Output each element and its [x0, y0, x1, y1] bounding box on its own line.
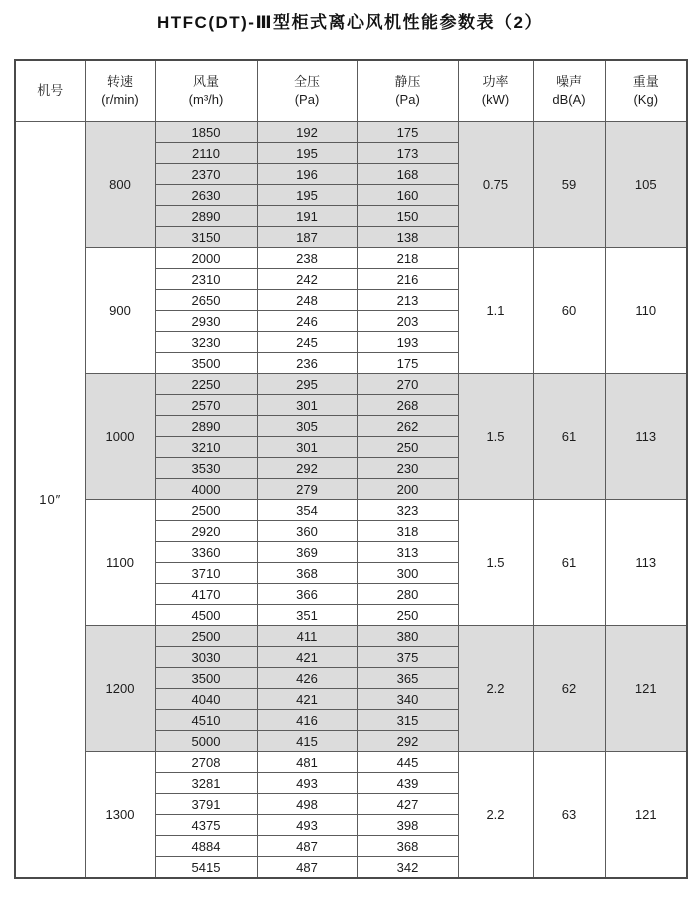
static-pressure-cell: 203 [357, 311, 458, 332]
total-pressure-cell: 487 [257, 836, 357, 857]
column-header [533, 60, 605, 122]
total-pressure-cell: 368 [257, 563, 357, 584]
airflow-cell: 3230 [155, 332, 257, 353]
total-pressure-cell: 248 [257, 290, 357, 311]
static-pressure-cell: 213 [357, 290, 458, 311]
column-header-unit: (Pa) [294, 92, 320, 107]
total-pressure-cell: 236 [257, 353, 357, 374]
airflow-cell: 3360 [155, 542, 257, 563]
column-header-label: 功率 [482, 73, 509, 89]
static-pressure-cell: 175 [357, 353, 458, 374]
column-header-unit: (Kg) [633, 92, 659, 107]
static-pressure-cell: 150 [357, 206, 458, 227]
power-cell: 1.5 [458, 374, 533, 500]
total-pressure-cell: 426 [257, 668, 357, 689]
total-pressure-cell: 246 [257, 311, 357, 332]
total-pressure-cell: 195 [257, 143, 357, 164]
column-header-label: 噪声 [555, 73, 582, 89]
static-pressure-cell: 250 [357, 605, 458, 626]
static-pressure-cell: 445 [357, 752, 458, 773]
static-pressure-cell: 175 [357, 122, 458, 143]
weight-cell: 113 [605, 374, 687, 500]
static-pressure-cell: 292 [357, 731, 458, 752]
airflow-cell: 3710 [155, 563, 257, 584]
static-pressure-cell: 365 [357, 668, 458, 689]
airflow-cell: 4170 [155, 584, 257, 605]
airflow-cell: 2650 [155, 290, 257, 311]
power-cell: 2.2 [458, 626, 533, 752]
table-row [15, 122, 687, 143]
static-pressure-cell: 138 [357, 227, 458, 248]
static-pressure-cell: 218 [357, 248, 458, 269]
airflow-cell: 3500 [155, 668, 257, 689]
total-pressure-cell: 411 [257, 626, 357, 647]
weight-cell: 113 [605, 500, 687, 626]
static-pressure-cell: 398 [357, 815, 458, 836]
total-pressure-cell: 301 [257, 437, 357, 458]
static-pressure-cell: 168 [357, 164, 458, 185]
static-pressure-cell: 342 [357, 857, 458, 879]
total-pressure-cell: 191 [257, 206, 357, 227]
airflow-cell: 2370 [155, 164, 257, 185]
static-pressure-cell: 270 [357, 374, 458, 395]
static-pressure-cell: 173 [357, 143, 458, 164]
airflow-cell: 4510 [155, 710, 257, 731]
column-header-label: 风量 [192, 73, 219, 89]
column-header-label: 全压 [293, 73, 320, 89]
table-row [15, 248, 687, 269]
noise-cell: 62 [533, 626, 605, 752]
airflow-cell: 2890 [155, 416, 257, 437]
column-header [85, 60, 155, 122]
power-cell: 0.75 [458, 122, 533, 248]
speed-cell: 1300 [85, 752, 155, 879]
airflow-cell: 4375 [155, 815, 257, 836]
total-pressure-cell: 187 [257, 227, 357, 248]
total-pressure-cell: 360 [257, 521, 357, 542]
airflow-cell: 1850 [155, 122, 257, 143]
fan-spec-table [14, 59, 688, 879]
noise-cell: 61 [533, 374, 605, 500]
airflow-cell: 3150 [155, 227, 257, 248]
static-pressure-cell: 262 [357, 416, 458, 437]
total-pressure-cell: 366 [257, 584, 357, 605]
total-pressure-cell: 493 [257, 815, 357, 836]
table-header [15, 60, 687, 122]
static-pressure-cell: 268 [357, 395, 458, 416]
page-title: HTFC(DT)-Ⅲ型柜式离心风机性能参数表（2） [157, 13, 543, 32]
static-pressure-cell: 313 [357, 542, 458, 563]
total-pressure-cell: 354 [257, 500, 357, 521]
airflow-cell: 3500 [155, 353, 257, 374]
noise-cell: 63 [533, 752, 605, 879]
column-header-unit: (r/min) [101, 92, 139, 107]
airflow-cell: 4500 [155, 605, 257, 626]
airflow-cell: 3530 [155, 458, 257, 479]
weight-cell: 121 [605, 626, 687, 752]
header-row [15, 60, 687, 122]
table-row [15, 626, 687, 647]
airflow-cell: 2930 [155, 311, 257, 332]
weight-cell: 105 [605, 122, 687, 248]
total-pressure-cell: 295 [257, 374, 357, 395]
airflow-cell: 3030 [155, 647, 257, 668]
total-pressure-cell: 415 [257, 731, 357, 752]
power-cell: 1.5 [458, 500, 533, 626]
total-pressure-cell: 416 [257, 710, 357, 731]
airflow-cell: 4884 [155, 836, 257, 857]
column-header [458, 60, 533, 122]
total-pressure-cell: 242 [257, 269, 357, 290]
speed-cell: 900 [85, 248, 155, 374]
static-pressure-cell: 193 [357, 332, 458, 353]
airflow-cell: 5000 [155, 731, 257, 752]
noise-cell: 59 [533, 122, 605, 248]
weight-cell: 110 [605, 248, 687, 374]
static-pressure-cell: 439 [357, 773, 458, 794]
total-pressure-cell: 196 [257, 164, 357, 185]
static-pressure-cell: 230 [357, 458, 458, 479]
airflow-cell: 3281 [155, 773, 257, 794]
total-pressure-cell: 369 [257, 542, 357, 563]
total-pressure-cell: 351 [257, 605, 357, 626]
speed-cell: 1100 [85, 500, 155, 626]
airflow-cell: 2000 [155, 248, 257, 269]
total-pressure-cell: 192 [257, 122, 357, 143]
column-header-label: 机号 [37, 82, 64, 98]
column-header-label: 转速 [106, 73, 133, 89]
airflow-cell: 2890 [155, 206, 257, 227]
static-pressure-cell: 160 [357, 185, 458, 206]
weight-cell: 121 [605, 752, 687, 879]
airflow-cell: 2708 [155, 752, 257, 773]
column-header [15, 60, 85, 122]
column-header [155, 60, 257, 122]
column-header-unit: (kW) [481, 92, 510, 107]
airflow-cell: 2920 [155, 521, 257, 542]
total-pressure-cell: 493 [257, 773, 357, 794]
total-pressure-cell: 421 [257, 689, 357, 710]
airflow-cell: 2310 [155, 269, 257, 290]
static-pressure-cell: 216 [357, 269, 458, 290]
table-row [15, 752, 687, 773]
table-row [15, 374, 687, 395]
airflow-cell: 2500 [155, 500, 257, 521]
airflow-cell: 3791 [155, 794, 257, 815]
power-cell: 1.1 [458, 248, 533, 374]
static-pressure-cell: 340 [357, 689, 458, 710]
column-header-unit: dB(A) [552, 92, 586, 107]
airflow-cell: 4000 [155, 479, 257, 500]
static-pressure-cell: 280 [357, 584, 458, 605]
table-body [15, 122, 687, 879]
power-cell: 2.2 [458, 752, 533, 879]
static-pressure-cell: 323 [357, 500, 458, 521]
machine-no-cell: 10″ [15, 122, 85, 879]
column-header [357, 60, 458, 122]
total-pressure-cell: 292 [257, 458, 357, 479]
noise-cell: 61 [533, 500, 605, 626]
airflow-cell: 2110 [155, 143, 257, 164]
noise-cell: 60 [533, 248, 605, 374]
total-pressure-cell: 301 [257, 395, 357, 416]
static-pressure-cell: 375 [357, 647, 458, 668]
static-pressure-cell: 380 [357, 626, 458, 647]
total-pressure-cell: 498 [257, 794, 357, 815]
total-pressure-cell: 421 [257, 647, 357, 668]
speed-cell: 1000 [85, 374, 155, 500]
speed-cell: 1200 [85, 626, 155, 752]
column-header-label: 静压 [394, 73, 421, 89]
airflow-cell: 2250 [155, 374, 257, 395]
total-pressure-cell: 195 [257, 185, 357, 206]
total-pressure-cell: 238 [257, 248, 357, 269]
static-pressure-cell: 427 [357, 794, 458, 815]
static-pressure-cell: 368 [357, 836, 458, 857]
total-pressure-cell: 279 [257, 479, 357, 500]
airflow-cell: 5415 [155, 857, 257, 879]
total-pressure-cell: 481 [257, 752, 357, 773]
static-pressure-cell: 315 [357, 710, 458, 731]
static-pressure-cell: 318 [357, 521, 458, 542]
static-pressure-cell: 300 [357, 563, 458, 584]
airflow-cell: 2630 [155, 185, 257, 206]
static-pressure-cell: 200 [357, 479, 458, 500]
column-header [605, 60, 687, 122]
total-pressure-cell: 305 [257, 416, 357, 437]
airflow-cell: 3210 [155, 437, 257, 458]
column-header-unit: (m³/h) [188, 92, 224, 107]
column-header-unit: (Pa) [395, 92, 420, 107]
table-row [15, 500, 687, 521]
airflow-cell: 4040 [155, 689, 257, 710]
speed-cell: 800 [85, 122, 155, 248]
column-header-label: 重量 [632, 73, 659, 89]
airflow-cell: 2500 [155, 626, 257, 647]
airflow-cell: 2570 [155, 395, 257, 416]
total-pressure-cell: 487 [257, 857, 357, 879]
static-pressure-cell: 250 [357, 437, 458, 458]
column-header [257, 60, 357, 122]
total-pressure-cell: 245 [257, 332, 357, 353]
